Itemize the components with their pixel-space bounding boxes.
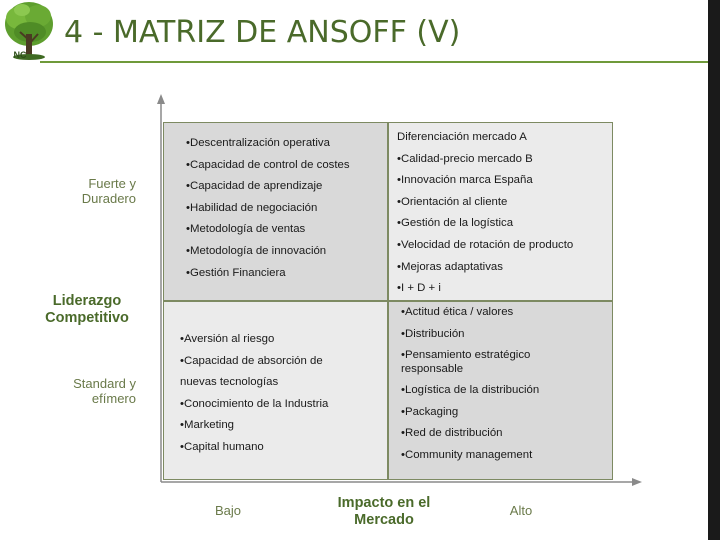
x-axis-low-label: Bajo: [214, 503, 242, 518]
list-item: •Aversión al riesgo: [180, 333, 275, 345]
x-axis-high-label: Alto: [509, 503, 533, 518]
list-item: •Distribución: [401, 327, 465, 340]
y-axis-high-label: Fuerte y Duradero: [81, 176, 136, 206]
list-item: •Capacidad de absorción de nuevas tecnologías: [180, 354, 323, 389]
list-item: •Logística de la distribución: [401, 384, 540, 397]
x-axis-arrow-icon: [632, 478, 642, 486]
x-axis-title: Impacto en el Mercado: [337, 495, 431, 528]
list-item: •Metodología de ventas: [186, 223, 306, 236]
y-axis-low-label: Standard y efímero: [73, 376, 136, 406]
quadrant-top-left: [163, 122, 388, 301]
list-item: •Conocimiento de la Industria: [180, 397, 329, 410]
list-item: •Habilidad de negociación: [186, 201, 318, 214]
list-item: •Descentralización operativa: [186, 137, 330, 149]
list-item: •Capital humano: [180, 440, 264, 453]
list-item: •Capacidad de aprendizaje: [186, 180, 323, 193]
quadrant-bottom-left: [163, 301, 388, 480]
list-item: •Orientación al cliente: [397, 195, 508, 208]
list-item: •Community management: [401, 448, 533, 461]
list-item: •Pensamiento estratégico responsable: [401, 349, 531, 375]
quadrant-top-right: [388, 122, 613, 301]
quadrant-bottom-right: [388, 301, 613, 480]
list-item: •Packaging: [401, 405, 459, 418]
list-item: •Innovación marca España: [397, 174, 533, 187]
logo-text: NC: [13, 50, 27, 60]
list-item: •I + D + i: [397, 282, 441, 295]
list-item: •Calidad-precio mercado B: [397, 152, 533, 165]
list-item: •Metodología de innovación: [186, 244, 327, 257]
page-title: 4 - MATRIZ DE ANSOFF (V): [64, 15, 461, 50]
quadrant-bottom-left-list: [180, 329, 360, 459]
quadrant-top-right-list: [397, 127, 573, 300]
list-item: •Gestión de la logística: [397, 217, 514, 230]
list-item: •Actitud ética / valores: [401, 306, 514, 318]
y-axis-arrow-icon: [157, 94, 165, 104]
list-item: •Mejoras adaptativas: [397, 260, 503, 273]
list-item: •Red de distribución: [401, 427, 503, 440]
list-item: Diferenciación mercado A: [397, 131, 527, 143]
quadrant-bottom-right-list: [401, 302, 581, 467]
y-axis-title: Liderazgo Competitivo: [45, 293, 129, 326]
list-item: •Capacidad de control de costes: [186, 158, 350, 171]
list-item: •Marketing: [180, 419, 234, 432]
quadrant-top-left-list: [186, 133, 350, 284]
list-item: •Velocidad de rotación de producto: [397, 238, 574, 251]
list-item: •Gestión Financiera: [186, 266, 286, 279]
